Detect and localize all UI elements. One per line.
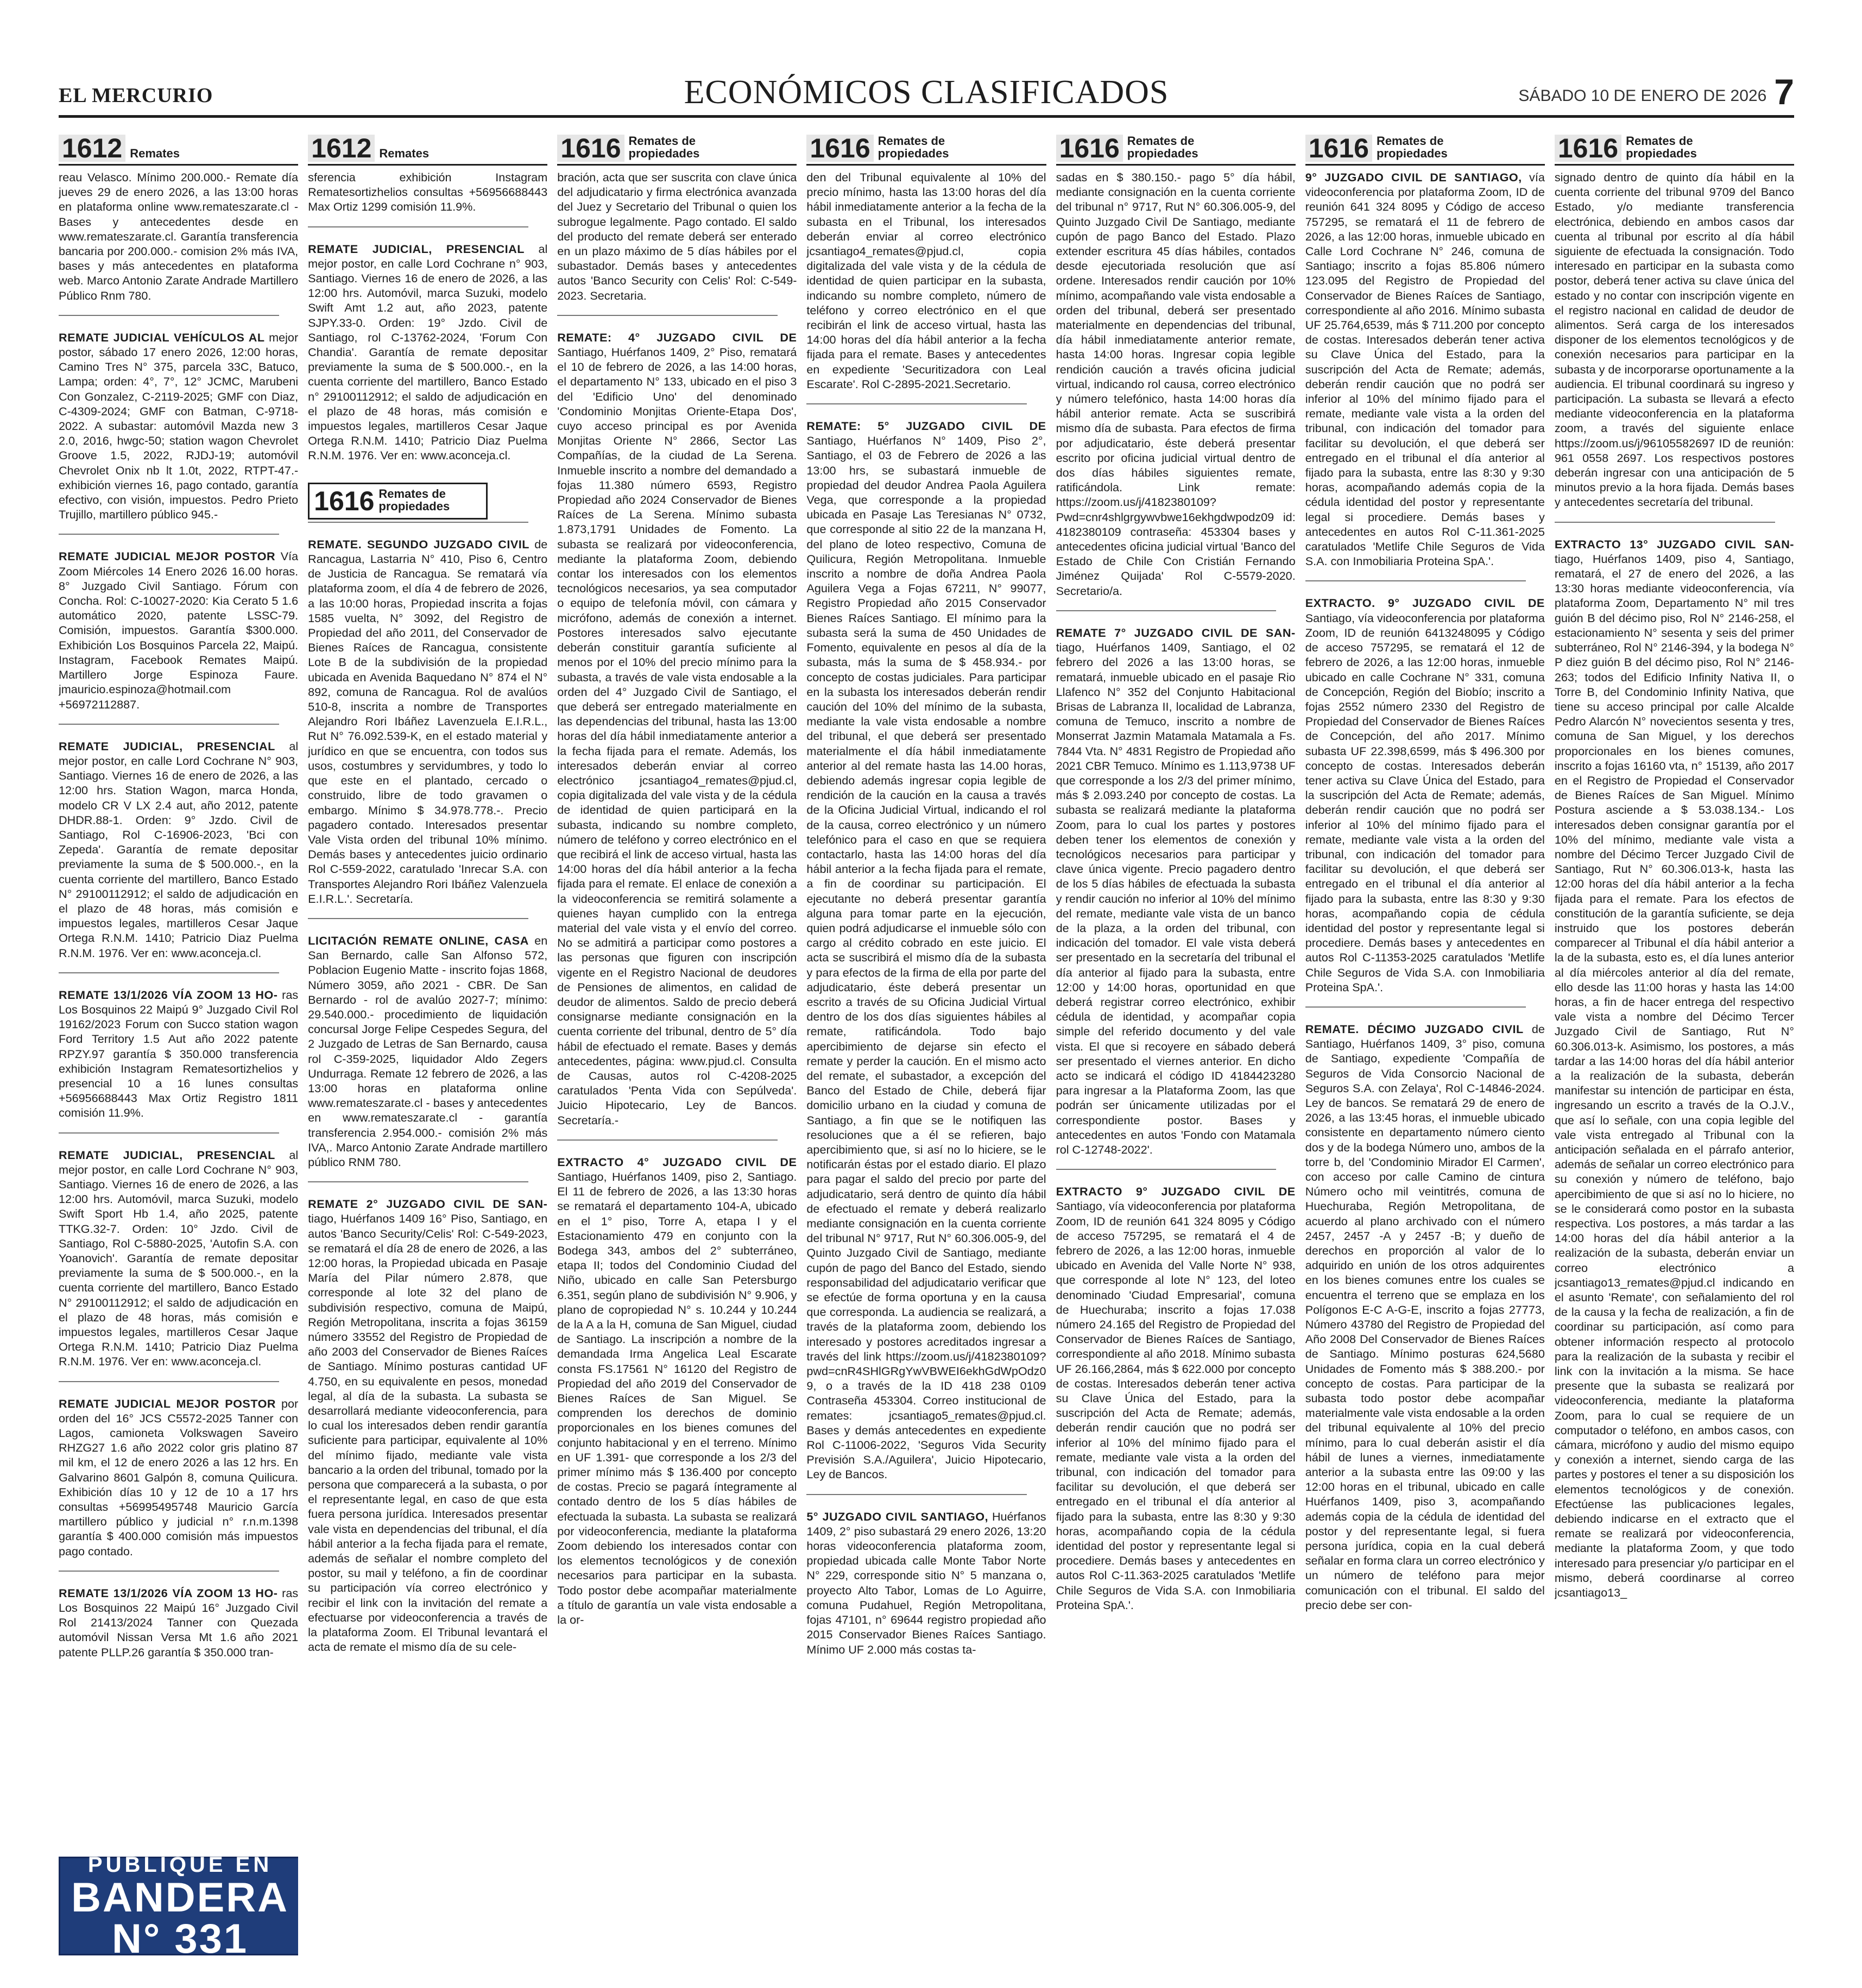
classified-notice bbox=[557, 170, 797, 303]
notice-divider bbox=[557, 1139, 778, 1141]
notice-lead: REMATE 13/1/2026 VÍA ZOOM 13 HO- bbox=[59, 987, 278, 1002]
notice-body: Santiago, Huérfanos N° 1409, Piso 2°, Santiago, el 03 de Febrero de 2026 a las 13:00 hrs, se subastará inmueble de propiedad del deudor Andrea Paola Aguilera Vega, que corresponde a la propiedad ubicada en Pasaje Las Teresianas N° 0732, que corresponde al sitio 22 de la manzana H, del plano de loteo respectivo, Comuna de Quilicura, Región Metropolitana. Inmueble inscrito a nombre de doña Andrea Paola Aguilera Vega a Fojas 67211, N° 99077, Registro Propiedad año 2015 Conservador Bienes Raíces Santiago. El mínimo para la subasta será la suma de 450 Unidades de Fomento, equivalente en pesos al día de la subasta, más la suma de $ 458.934.- por concepto de costas judiciales. Para participar en la subasta los interesados deberán rendir caución del 10% del mínimo de la subasta, mediante la vale vista endosable a nombre del tribunal, el que deberá ser presentado materialmente el día hábil inmediatamente anterior al del remate hasta las 14.00 horas, debiendo además ingresar copia legible de rendición de la caución en la causa a través de la Oficina Judicial Virtual, indicando el rol de la causa, correo electrónico y un número telefónico para el caso en que se requiera contactarlo, hasta las 14:00 horas del día hábil anterior a la fecha fijada para el remate, a fin de coordinar su participación. El ejecutante no deberá presentar garantía alguna para tomar parte en la ejecución, quien podrá adjudicarse el inmueble sólo con cargo al crédito cobrado en este juicio. El acta se suscribirá el mismo día de la subasta y para efectos de la firma de ella por parte del adjudicatario, éste deberá presentar un escrito a través de su Oficina Judicial Virtual dentro de los dos días siguientes hábiles al remate, ratificándola. Todo bajo apercibimiento de dejarse sin efecto el remate y perder la caución. En el mismo acto del remate, el subastador, a excepción del Banco del Estado de Chile, deberá fijar domicilio urbano en la ciudad y comuna de Santiago, a fin que se le notifiquen las resoluciones que a él se refieren, bajo apercibimiento que, si así no lo hiciere, se le notificarán éstas por el estado diario. El plazo para pagar el saldo del precio por parte del adjudicatario, será dentro de quinto día hábil de efectuado el remate y deberá realizarlo mediante consignación en la cuenta corriente del tribunal N° 9717, Rut N° 60.306.005-9, del Quinto Juzgado Civil de Santiago, mediante cupón de pago del Banco del Estado, siendo responsabilidad del adjudicatario verificar que se efectúe de forma oportuna y en la causa que corresponda. La audiencia se realizará, a través de la plataforma zoom, debiendo los interesado y postores acreditados ingresar a través del link https://zoom.us/j/4182380109?pwd=cnR4SHlGRgYwVBWEI6ekhGdWpOdz09, o a través de la ID 418 238 0109 Contraseña 453304. Correo institucional de remates: jcsantiago5_remates@pjud.cl. Bases y demás antecedentes en expediente Rol C-11006-2022, 'Seguros Vida Security Previsión S.A./Aguilera', Juicio Hipotecario, Ley de Bancos. bbox=[806, 434, 1046, 1481]
column-header bbox=[1555, 126, 1794, 166]
notice-lead: EXTRACTO 4° JUZGADO CIVIL DE bbox=[557, 1155, 797, 1169]
notice-body: de Santiago, Huérfanos 1409, 3° piso, comuna de Santiago, expediente 'Compañía de Seguros de Vida Consorcio Nacional de Seguros S.A. con Zelaya', Rol C-14846-2024. Ley de bancos. Se rematará 29 de enero de 2026, a las 13:45 horas, el inmueble ubicado consistente en departamento número ciento dos y de la bodega Número uno, ambos de la torre b, del 'Condominio Mirador El Carmen', con acceso por calle Camino de cintura Número ocho mil veintitrés, comuna de Huechuraba, Región Metropolitana, de acuerdo al plano archivado con el número 2457, 2457 -A y 2457 -B; y dueño de derechos en proporción al valor de lo adquirido en unión de los otros adquirentes en los bienes comunes entre los cuales se encuentra el terreno que se emplaza en los Polígonos E-C A-G-E, inscrito a fojas 27773, Número 43780 del Registro de Propiedad del Año 2008 Del Conservador de Bienes Raíces de Santiago. Mínimo posturas 624,5680 Unidades de Fomento más $ 388.200.- por concepto de costas. Para participar de la subasta todo postor debe acompañar materialmente vale vista endosable a la orden del tribunal equivalente al 10% del precio mínimo, para lo cual deberán asistir el día hábil de lunes a viernes, inmediatamente anterior a la subasta entre las 09:00 y las 12:00 horas en el tribunal, ubicado en calle Huérfanos 1409, piso 3, acompañando además copia de la cédula de identidad del postor y del representante legal, si fuera persona jurídica, copia en la cual deberá señalar en forma clara un correo electrónico y un número de teléfono para mejor comunicación con el tribunal. El saldo del precio debe ser con- bbox=[1305, 1022, 1545, 1612]
notice-body: Vía Zoom Miércoles 14 Enero 2026 16.00 horas. 8° Juzgado Civil Santiago. Fórum con Concha. Rol: C-10027-2020: Kia Cerato 5 1.6 automático 2020, patente LSSC-79. Comisión, impuestos. Garantía $300.000. Exhibición Los Bosquinos Parcela 22, Maipú. Instagram, Facebook Remates Maipú. Martillero Jorge Espinoza Faure. jmauricio.espinoza@hotmail.com +56972112887. bbox=[59, 549, 299, 711]
section-category: Remates bbox=[379, 146, 430, 160]
notice-body: reau Velasco. Mínimo 200.000.- Remate día jueves 29 de enero 2026, a las 13:00 horas en plataforma online www.remateszarate.cl - Bases y antecedentes desde en www.remateszarate.cl. Garantía transferencia bancaria por 200.000.- comision 2% más IVA, bases y más antecedentes en plataforma web. Marco Antonio Zarate Andrade Martillero Público Rnm 780. bbox=[59, 170, 299, 302]
notice-body: bración, acta que ser suscrita con clave única del adjudicatario y firma electrónica avanzada del Juez y Secretario del Tribunal o quien los subrogue legalmente. Pago contado. El saldo del producto del remate deberá ser enterado en un plazo máximo de 5 días hábiles por el subastador. Demás bases y antecedentes autos 'Banco Security con Celis' Rol: C-549-2023. Secretaria. bbox=[557, 170, 797, 302]
classified-notice bbox=[59, 330, 298, 522]
classified-notice bbox=[806, 419, 1046, 1482]
section-category: Remates de propiedades bbox=[1626, 134, 1697, 160]
column-header bbox=[806, 126, 1046, 166]
notice-divider bbox=[1555, 522, 1775, 523]
notice-divider bbox=[59, 1132, 279, 1134]
publish-ad-banner bbox=[59, 1852, 298, 1962]
ad-line-1: PUBLIQUE EN bbox=[87, 1852, 273, 1877]
notice-body: sferencia exhibición Instagram Rematesortizhelios consultas +56956688443 Max Ortiz 1299 comisión 11.9%. bbox=[308, 170, 548, 214]
notice-body: den del Tribunal equivalente al 10% del precio mínimo, hasta las 13:00 horas del día hábil inmediatamente anterior a la fecha de la subasta en el Tribunal, los interesados deberán enviar al correo electrónico jcsantiago4_remates@pjud.cl, copia digitalizada del vale vista y de la cédula de identidad de quien participar en la subasta, indicando su nombre completo, número de teléfono y correo electrónico en el que recibirán el link de acceso virtual, hasta las 14:00 horas del día hábil anterior a la fecha fijada para el remate. Bases y antecedentes en expediente 'Securitizadora con Leal Escarate'. Rol C-2895-2021.Secretario. bbox=[806, 170, 1046, 391]
classified-notice bbox=[1555, 170, 1794, 510]
notice-divider bbox=[1305, 1006, 1526, 1008]
notice-body: tiago, Huérfanos 1409, Santiago, el 02 febrero del 2026 a las 13:00 horas, se rematará, inmueble ubicado en el pasaje Rio Llafenco N° 352 del Conjunto Habitacional Brisas de Labranza II, localidad de Labranza, comuna de Temuco, inscrito a nombre de Monserrat Jazmin Matamala Matamala a Fs. 7844 Vta. N° 4831 Registro de Propiedad año 2021 CBR Temuco. Mínimo es 1.113,9738 UF que corresponde a los 2/3 del primer mínimo, más $ 2.093.240 por concepto de costas. La subasta se realizará mediante la plataforma Zoom, para lo cual los partes y postores deben tener los elementos de conexión y tecnológicos necesarios para participar y clave única vigente. Precio pagadero dentro de los 5 días hábiles de efectuada la subasta y rendir caución no inferior al 10% del mínimo del remate, mediante vale vista de un banco de la plaza, a la orden del tribunal, con indicación del tomador. El vale vista deberá ser presentado en la secretaría del tribunal el día anterior al fijado para la subasta, entre 12:00 y 14:00 horas, oportunidad en que deberá registrar correo electrónico, exhibir cédula de identidad, y acompañar copia simple del referido documento y del vale vista. El que si recoyere en sábado deberá ser presentado el viernes anterior. En dicho acto se indicará el código ID 4184423280 para ingresar a la Plataforma Zoom, las que podrán ser únicamente utilizadas por el correspondiente postor. Bases y antecedentes en autos 'Fondo con Matamala rol C-12748-2022'. bbox=[1056, 641, 1296, 1156]
notice-body: tiago, Huérfanos 1409, piso 4, Santiago, rematará, el 27 de enero del 2026, a las 13:30 horas mediante videoconferencia, vía plataforma Zoom, Departamento N° mil tres guión B del décimo piso, Rol N° 2146-258, el estacionamiento N° sesenta y seis del primer subterráneo, Rol N° 2146-394, y la bodega N° P diez guión B del décimo piso, Rol N° 2146-263; todos del Edificio Infinity Nativa II, o Torre B, del Condominio Infinity Nativa, que tiene su acceso principal por calle Alcalde Pedro Alarcón N° novecientos sesenta y tres, comuna de San Miguel, y los derechos proporcionales en los bienes comunes, inscrito a fojas 16160 vta, n° 15139, año 2017 en el Registro de Propiedad el Conservador de Bienes Raíces de San Miguel. Mínimo Postura asciende a $ 53.038.134.- Los interesados deben consignar garantía por el 10% del mínimo, mediante vale vista a nombre del Décimo Tercer Juzgado Civil de Santiago, Rut N° 60.306.013-k, hasta las 12:00 horas del día hábil anterior a la fecha fijada para el remate. Para los efectos de constitución de la garantía suficiente, se deja instruido que los postores deberán comparecer al Tribunal el día hábil anterior a la de la subasta, esto es, el día lunes anterior al día miércoles anterior al día del remate, ello desde las 11:00 horas y hasta las 14:00 horas, a fin de hacer entrega del respectivo vale vista a nombre del Décimo Tercer Juzgado Civil de Santiago, Rut N° 60.306.013-k. Asimismo, los postores, a más tardar a las 14:00 horas del día hábil anterior a la realización de la subasta, deberán manifestar su intención de participar en ésta, ingresando un escrito a través de la O.J.V., que así lo señale, con una copia legible del vale vista entregado al Tribunal con la anticipación señalada en el párrafo anterior, además de señalar un correo electrónico para su conexión y número de teléfono, bajo apercibimiento de que si así no lo hiciere, no se le considerará como postor en la subasta respectiva. Los postores, a más tardar a las 14:00 horas del día hábil anterior a la realización de la subasta, deberán enviar un correo electrónico a jcsantiago13_remates@pjud.cl indicando en el asunto 'Remate', con señalamiento del rol de la causa y la fecha de realización, a fin de coordinar su participación, así como para obtener información respecto al protocolo para la realización de la subasta y recibir el link con la invitación a la misma. Se hace presente que la subasta se realizará por videoconferencia, mediante la plataforma Zoom, para lo cual se requiere de un computador o teléfono, en ambos casos, con cámara, micrófono y audio del mismo equipo y conexión a internet, siendo carga de las partes y postores el tener a su disposición los elementos tecnológicos y de conexión. Efectúense las publicaciones legales, debiendo indicarse en el extracto que el remate se realizará por videoconferencia, mediante la plataforma Zoom, y que todo interesado para presenciar y/o participar en el mismo, deberá coordinarse al correo jcsantiago13_ bbox=[1554, 552, 1794, 1600]
section-code: 1616 bbox=[806, 135, 873, 162]
section-code: 1616 bbox=[314, 485, 375, 516]
section-code: 1616 bbox=[1555, 135, 1621, 162]
notice-divider bbox=[59, 972, 279, 973]
notice-body: sadas en $ 380.150.- pago 5° día hábil, mediante consignación en la cuenta corriente del tribunal n° 9717, Rut N° 60.306.005-9, del Quinto Juzgado Civil De Santiago, mediante cupón de pago Banco del Estado. Plazo extender escritura 45 días hábiles, contados desde ejecutoriada resolución que así ordene. Interesados rendir caución por 10% mínimo, acompañando vale vista endosable a orden del tribunal, deberá ser presentado materialmente en dependencias del tribunal, día hábil inmediatamente anterior remate, hasta 14:00 horas. Ingresar copia legible rendición caución a través oficina judicial virtual, indicando rol causa, correo electrónico y número telefónico, hasta 14:00 horas día hábil anterior remate. Acta se suscribirá mismo día de subasta. Para efectos de firma por adjudicatario, éste deberá presentar escrito por oficina judicial virtual dentro de dos días hábiles siguientes remate, ratificándola. Link remate: https://zoom.us/j/4182380109?Pwd=cnr4shlgrgywvbwe16ekhgdwpodz09 id: 4182380109 contraseña: 453304 bases y antecedentes oficina judicial virtual 'Banco del Estado de Chile Con Cristián Fernando Jiménez Quijada' Rol C-5579-2020. Secretario/a. bbox=[1056, 170, 1296, 598]
issue-date: SÁBADO 10 DE ENERO DE 2026 bbox=[1518, 87, 1767, 105]
classified-notice bbox=[59, 1396, 298, 1559]
notice-lead: REMATE JUDICIAL, PRESENCIAL bbox=[59, 739, 275, 753]
ad-line-2: BANDERA N° 331 bbox=[71, 1874, 289, 1962]
date-and-page bbox=[1518, 74, 1794, 110]
section-title: ECONÓMICOS CLASIFICADOS bbox=[684, 74, 1169, 111]
classified-notice bbox=[308, 1196, 547, 1654]
notice-lead: REMATE JUDICIAL MEJOR POSTOR bbox=[59, 1396, 276, 1410]
notice-divider bbox=[308, 522, 528, 523]
notice-lead: REMATE JUDICIAL, PRESENCIAL bbox=[308, 242, 525, 256]
notice-divider bbox=[59, 1571, 279, 1572]
notice-body: Santiago, vía videoconferencia por plataforma Zoom, ID de reunión 6413248095 y Código de acceso 757295, se rematará el 12 de febrero de 2026, a las 12:00 horas, inmueble ubicado en calle Cochrane N° 331, comuna de Concepción, Región del Biobío; inscrito a fojas 2552 número 2330 del Registro de Propiedad del Conservador de Bienes Raíces de Concepción, del año 2017. Mínimo subasta UF 22.398,6599, más $ 496.300 por concepto de costas. Interesados deberán tener activa su Clave Única del Estado, para la suscripción del Acta de Remate; además, deberán rendir caución que no podrá ser inferior al 10% del mínimo fijado para el remate, mediante vale vista a la orden del tribunal, con indicación del tomador para facilitar su devolución, el que deberá ser entregado en el tribunal el día anterior al fijado para la subasta, entre las 8:30 y 9:30 horas, acompañando copia de cédula identidad del postor y representante legal si procediere. Demás bases y antecedentes en autos Rol C-11353-2025 caratulados 'Metlife Chile Seguros de Vida S.A. con Inmobiliaria Proteina SpA.'. bbox=[1305, 611, 1545, 994]
classified-notice bbox=[1305, 1022, 1545, 1612]
notice-body: ras Los Bosquinos 22 Maipú 9° Juzgado Civil Rol 19162/2023 Forum con Succo station wagon Ford Territory 1.5 Aut año 2022 patente RPZY.97 garantía $ 350.000 transferencia exhibición Instagram Rematesortizhelios y presencial 10 a 16 lunes consultas +56956688443 Max Ortiz Registro 1811 comisión 11.9%. bbox=[59, 987, 299, 1120]
notice-body: signado dentro de quinto día hábil en la cuenta corriente del tribunal 9709 del Banco Estado, y/o mediante transferencia electrónica, debiendo en ambos casos dar cuenta al tribunal por escrito al día hábil siguiente de efectuada la consignación. Todo interesado en participar en la subasta como postor, deberá tener activa su clave única del estado y no contar con inscripción vigente en el registro nacional en calidad de deudor de alimentos. Será carga de los interesados disponer de los elementos tecnológicos y de conexión necesarios para participar en la subasta y de incorporarse oportunamente a la audiencia. El tribunal coordinará su ingreso y participación. La subasta se llevará a efecto mediante videoconferencia en la plataforma zoom, a través del siguiente enlace https://zoom.us/j/96105582697 ID de reunión: 961 0558 2697. Los respectivos postores deberán ingresar con una anticipación de 5 minutos previo a la hora fijada. Demás bases y antecedentes secretaría del tribunal. bbox=[1554, 170, 1794, 509]
notice-lead: REMATE 7° JUZGADO CIVIL DE SAN- bbox=[1056, 625, 1296, 640]
section-code: 1616 bbox=[1056, 135, 1123, 162]
notice-lead: REMATE JUDICIAL, PRESENCIAL bbox=[59, 1148, 275, 1162]
classified-notice bbox=[806, 1509, 1046, 1657]
notice-lead: REMATE: 4° JUZGADO CIVIL DE bbox=[557, 330, 797, 344]
column-header bbox=[557, 126, 797, 166]
classified-notice bbox=[1305, 170, 1545, 568]
notice-lead: 9° JUZGADO CIVIL DE SANTIAGO, bbox=[1305, 170, 1522, 184]
notice-divider bbox=[308, 918, 528, 919]
notice-divider bbox=[806, 1494, 1027, 1495]
notice-body: Santiago, Huérfanos 1409, piso 2, Santiago. El 11 de febrero de 2026, a las 13:30 horas se rematará el departamento 104-A, ubicado en el 1° piso, Torre A, etapa I y el Estacionamiento 479 en conjunto con la Bodega 343, ambos del 2° subterráneo, etapa II; todos del Condominio Ciudad del Niño, ubicado en calle San Petersburgo 6.351, según plano de subdivisión N° 9.906, y plano de copropiedad N° s. 10.244 y 10.244 de la A a la H, comuna de San Miguel, ciudad de Santiago. La inscripción a nombre de la demandada Irma Angelica Leal Escarate consta FS.17561 N° 16120 del Registro de Propiedad del año 2019 del Conservador de Bienes Raíces de San Miguel. Se comprenden los derechos de dominio proporcionales en los bienes comunes del conjunto habitacional y en el terreno. Mínimo en UF 1.391- que corresponde a los 2/3 del primer mínimo más $ 136.400 por concepto de costas. Precio se pagará íntegramente al contado dentro de los 5 días hábiles de efectuada la subasta. La subasta se realizará por videoconferencia, mediante la plataforma Zoom debiendo los interesados contar con los elementos tecnológicos y de conexión necesarios para participar en la subasta. Todo postor debe acompañar materialmente a título de garantía un vale vista endosable a la or- bbox=[557, 1170, 797, 1627]
classified-notice bbox=[557, 330, 797, 1128]
section-category: Remates bbox=[130, 146, 180, 160]
notice-divider bbox=[557, 315, 778, 316]
column-header bbox=[1056, 126, 1296, 166]
paper-name: EL MERCURIO bbox=[59, 84, 213, 107]
notice-divider bbox=[59, 1381, 279, 1382]
section-category: Remates de propiedades bbox=[1127, 134, 1198, 160]
classified-notice bbox=[308, 933, 547, 1169]
section-code: 1616 bbox=[557, 135, 624, 162]
page-number: 7 bbox=[1774, 72, 1794, 112]
notice-lead: LICITACIÓN REMATE ONLINE, CASA bbox=[308, 933, 529, 947]
section-category: Remates de propiedades bbox=[1376, 134, 1448, 160]
notice-lead: REMATE JUDICIAL VEHÍCULOS AL bbox=[59, 330, 265, 344]
notice-body: en San Bernardo, calle San Alfonso 572, Poblacion Eugenio Matte - inscrito fojas 1868, Número 3059, año 2021 - CBR. De San Bernardo - rol de avalúo 2027-7; mínimo: 29.540.000.- procedimiento de liquidación concursal Jorge Felipe Cespedes Segura, del 2 Juzgado de Letras de San Bernardo, causa rol C-359-2025, liquidador Aldo Zegers Undurraga. Remate 12 febrero de 2026, a las 13:00 horas en plataforma online www.remateszarate.cl - bases y antecedentes en www.remateszarate.cl - garantía transferencia 2.954.000.- comisión 2% más IVA,. Marco Antonio Zarate Andrade martillero público RNM 780. bbox=[308, 933, 548, 1169]
classified-notice bbox=[59, 1586, 298, 1660]
section-category: Remates de propiedades bbox=[878, 134, 949, 160]
classified-notice bbox=[1305, 596, 1545, 994]
classified-notice bbox=[59, 987, 298, 1120]
classified-notice bbox=[557, 1155, 797, 1628]
classified-notice bbox=[1056, 625, 1296, 1157]
classified-notice bbox=[59, 739, 298, 960]
column-1 bbox=[59, 126, 298, 1977]
notice-lead: REMATE. DÉCIMO JUZGADO CIVIL bbox=[1305, 1022, 1524, 1036]
notice-lead: REMATE 2° JUZGADO CIVIL DE SAN- bbox=[308, 1197, 548, 1211]
notice-lead: REMATE 13/1/2026 VÍA ZOOM 13 HO- bbox=[59, 1586, 278, 1600]
notice-body: al mejor postor, en calle Lord Cochrane N° 903, Santiago. Viernes 16 de enero de 2026, a las 12:00 hrs. Station Wagon, marca Honda, modelo CR V LX 2.4 aut, año 2012, patente DHDR.88-1. Orden: 9° Jzdo. Civil de Santiago, Rol C-16906-2023, 'Bci con Zepeda'. Garantía de remate depositar previamente la suma de $ 500.000.-, en la cuenta corriente del martillero, Banco Estado N° 29100112912; el saldo de adjudicación en el plazo de 48 horas, más comisión e impuestos legales, martilleros Cesar Jaque Ortega R.N.M. 1410; Patricio Diaz Puelma R.N.M. 1976. Ver en: www.aconceja.cl. bbox=[59, 739, 299, 960]
notice-lead: EXTRACTO 13° JUZGADO CIVIL SAN- bbox=[1554, 537, 1794, 551]
notice-body: Huérfanos 1409, 2° piso subastará 29 enero 2026, 13:20 horas videoconferencia plataforma zoom, propiedad ubicada calle Monte Tabor Norte N° 229, corresponde sitio N° 5 manzana o, proyecto Alto Tabor, Lomas de Lo Aguirre, comuna Pudahuel, Región Metropolitana, fojas 47101, n° 69644 registro propiedad año 2015 Conservador Bienes Raíces Santiago. Mínimo UF 2.000 más costas ta- bbox=[806, 1509, 1046, 1656]
notice-divider bbox=[1056, 1169, 1277, 1170]
notice-body: al mejor postor, en calle Lord Cochrane n° 903, Santiago. Viernes 16 de enero de 2026, a las 12:00 hrs. Automóvil, marca Suzuki, modelo Swift Amt 1.2 aut, año 2023, patente SJPY.33-0. Orden: 19° Jzdo. Civil de Santiago, rol C-13762-2024, 'Forum Con Chandia'. Garantía de remate depositar previamente la suma de $ 500.000.-, en la cuenta corriente del martillero, Banco Estado n° 29100112912; el saldo de adjudicación en el plazo de 48 horas, más comisión e impuestos legales, martilleros Cesar Jaque Ortega R.N.M. 1410; Patricio Diaz Puelma R.N.M. 1976. Ver en: www.aconceja.cl. bbox=[308, 242, 548, 463]
classified-notice bbox=[806, 170, 1046, 391]
classified-notice bbox=[1056, 1184, 1296, 1612]
classified-notice bbox=[59, 170, 298, 303]
classified-notice bbox=[1056, 170, 1296, 598]
notice-divider bbox=[308, 1181, 528, 1182]
section-category: Remates de propiedades bbox=[628, 134, 700, 160]
classified-notice bbox=[59, 1148, 298, 1369]
column-header bbox=[308, 126, 547, 166]
notice-divider bbox=[59, 315, 279, 316]
notice-body: Santiago, vía videoconferencia por plataforma Zoom, ID de reunión 641 324 8095 y Código de acceso 757295, se rematará el 4 de febrero de 2026, a las 12:00 horas, inmueble ubicado en Avenida del Valle Norte N° 938, que corresponde al lote N° 123, del loteo denominado 'Ciudad Empresarial', comuna de Huechuraba; inscrito a fojas 17.038 número 24.165 del Registro de Propiedad del Conservador de Bienes Raíces de Santiago, correspondiente al año 2018. Mínimo subasta UF 26.166,2864, más $ 622.000 por concepto de costas. Interesados deberán tener activa su Clave Única del Estado, para la suscripción del Acta de Remate; además, deberán rendir caución que no podrá ser inferior al 10% del mínimo fijado para el remate, mediante vale vista a la orden del tribunal, con indicación del tomador para facilitar su devolución, el que deberá ser entregado en el tribunal el día anterior al fijado para la subasta, entre las 8:30 y 9:30 horas, acompañando copia de la cédula identidad del postor y representante legal si procediere. Demás bases y antecedentes en autos Rol C-11.363-2025 caratulados 'Metlife Chile Seguros de Vida S.A. con Inmobiliaria Proteina SpA.'. bbox=[1056, 1199, 1296, 1612]
classified-columns bbox=[59, 126, 1794, 1977]
notice-divider bbox=[59, 724, 279, 725]
notice-body: mejor postor, sábado 17 enero 2026, 12:00 horas, Camino Tres N° 375, parcela 33C, Batuco, Lampa; orden: 4°, 7°, 12° JCMC, Marubeni Con Gonzalez, C-2119-2025; GMF con Diaz, C-4309-2024; GMF con Batman, C-9718-2022. A subastar: automóvil Mazda new 3 2.0, 2016, hwgc-50; station wagon Chevrolet Groove 1.5, 2022, RJDJ-19; automóvil Chevrolet Onix nb lt 1.0t, 2022, RTPT-47.- exhibición viernes 16, pago contado, garantía efectivo, con visión, impuestos. Pedro Prieto Trujillo, martillero público 945.- bbox=[59, 330, 299, 522]
column-5 bbox=[1056, 126, 1296, 1977]
column-3 bbox=[557, 126, 797, 1977]
column-2 bbox=[308, 126, 547, 1977]
notice-body: por orden del 16° JCS C5572-2025 Tanner con Lagos, camioneta Volkswagen Saveiro RHZG27 1.6 año 2022 color gris platino 87 mil km, el 12 de enero 2026 a las 12 hrs. En Galvarino 8601 Galpón 8, comuna Quilicura. Exhibición días 10 y 12 de 10 a 17 hrs consultas +56995495748 Mauricio García martillero público y judicial n° r.n.m.1398 garantía $ 400.000 comisión más impuestos pago contado. bbox=[59, 1396, 299, 1558]
notice-lead: REMATE. SEGUNDO JUZGADO CIVIL bbox=[308, 537, 529, 551]
notice-lead: REMATE JUDICIAL MEJOR POSTOR bbox=[59, 549, 276, 564]
notice-divider bbox=[806, 403, 1027, 404]
notice-lead: REMATE: 5° JUZGADO CIVIL DE bbox=[806, 419, 1046, 433]
notice-lead: EXTRACTO 9° JUZGADO CIVIL DE bbox=[1056, 1185, 1296, 1199]
classified-notice bbox=[1555, 537, 1794, 1600]
column-7 bbox=[1555, 126, 1794, 1977]
masthead bbox=[59, 71, 1794, 118]
notice-body: de Rancagua, Lastarria N° 410, Piso 6, Centro de Justicia de Rancagua. Se rematará vía plataforma zoom, el día 4 de febrero de 2026, a las 10:00 horas, Propiedad inscrita a fojas 1585 vuelta, N° 3092, del Registro de Propiedad del año 2011, del Conservador de Bienes Raíces de Rancagua, consistente Lote B de la subdivisión de la propiedad ubicada en Avenida Baquedano N° 874 el N° 892, comuna de Rancagua. Rol de avalúos 510-8, inscrita a nombre de Transportes Alejandro Rori Ibáñez Lavenzuela E.I.R.L., Rut N° 76.092.539-K, en el estado material y jurídico en que se encuentra, con todos sus usos, costumbres y servidumbres, y todo lo que este en el plantado, cercado o construido, libre de todo gravamen o embargo. Mínimo $ 34.978.778.-. Precio pagadero contado. Interesados presentar Vale Vista orden del tribunal 10% mínimo. Demás bases y antecedentes juicio ordinario Rol C-559-2022, caratulado 'Inrecar S.A. con Transportes Alejandro Rori Ibáñez Valenzuela E.I.R.L.'. Secretaría. bbox=[308, 537, 548, 906]
column-header bbox=[1305, 126, 1545, 166]
classified-notice bbox=[308, 170, 547, 214]
notice-body: al mejor postor, en calle Lord Cochrane N° 903, Santiago. Viernes 16 de enero de 2026, a las 12:00 hrs. Automóvil, marca Suzuki, modelo Swift Sport Hb 1.4, año 2025, patente TTKG.32-7. Orden: 10° Jzdo. Civil de Santiago, Rol C-5880-2025, 'Autofin S.A. con Yoanovich'. Garantía de remate depositar previamente la suma de $ 500.000.-, en la cuenta corriente del martillero, Banco Estado N° 29100112912; el saldo de adjudicación en el plazo de 48 horas, más comisión e impuestos legales, martilleros Cesar Jaque Ortega R.N.M. 1410; Patricio Diaz Puelma R.N.M. 1976. Ver en: www.aconceja.cl. bbox=[59, 1148, 299, 1369]
notice-lead: 5° JUZGADO CIVIL SANTIAGO, bbox=[806, 1509, 989, 1523]
classified-notice bbox=[308, 537, 547, 906]
notice-body: tiago, Huérfanos 1409 16° Piso, Santiago, en autos 'Banco Security/Celis' Rol: C-549-2023, se rematará el día 28 de enero de 2026, a las 12:00 horas, la Propiedad ubicada en Pasaje María del Pilar número 2.878, que corresponde al lote 32 del plano de subdivisión respectivo, comuna de Maipú, Región Metropolitana, inscrita a fojas 36159 número 33552 del Registro de Propiedad de año 2003 del Conservador de Bienes Raíces de Santiago. Mínimo posturas cantidad UF 4.750, en su equivalente en pesos, monedad legal, al día de la subasta. La subasta se desarrollará mediante videoconferencia, para lo cual los interesados deben rendir garantía suficiente para participar, equivalente al 10% del mínimo fijado, mediante vale vista bancario a la orden del tribunal, tomado por la persona que comparecerá a la subasta, o por el representante legal, en caso de que esta fuera persona jurídica. Interesados presentar vale vista en dependencias del tribunal, el día hábil anterior a la fecha fijada para el remate, además de señalar el nombre completo del postor, su mail y teléfono, a fin de coordinar su participación vía correo electrónico y recibir el link con la invitación del remate a efectuarse por videoconferencia a través de la plataforma Zoom. El Tribunal levantará el acta de remate el mismo día de su cele- bbox=[308, 1212, 548, 1654]
notice-divider bbox=[308, 226, 528, 227]
section-code: 1612 bbox=[308, 135, 375, 162]
classified-notice bbox=[308, 242, 547, 463]
section-code: 1616 bbox=[1305, 135, 1372, 162]
section-code: 1612 bbox=[59, 135, 125, 162]
notice-body: ras Los Bosquinos 22 Maipú 16° Juzgado Civil Rol 21413/2024 Tanner con Quezada automóvil Nissan Versa Mt 1.6 año 2021 patente PLLP.26 garantía $ 350.000 tran- bbox=[59, 1586, 299, 1659]
inline-section-header bbox=[308, 483, 488, 520]
column-6 bbox=[1305, 126, 1545, 1977]
column-4 bbox=[806, 126, 1046, 1977]
section-category: Remates de propiedades bbox=[378, 486, 450, 513]
column-header bbox=[59, 126, 298, 166]
notice-divider bbox=[59, 534, 279, 535]
notice-body: vía videoconferencia por plataforma Zoom, ID de reunión 641 324 8095 y Código de acceso 757295, se rematará el 11 de febrero de 2026, a las 12:00 horas, inmueble ubicado en Calle Lord Cochrane N° 246, comuna de Santiago; inscrito a fojas 85.806 número 123.095 del Registro de Propiedad del Conservador de Bienes Raíces de Santiago, correspondiente al año 2016. Mínimo subasta UF 25.764,6539, más $ 711.200 por concepto de costas. Interesados deberán tener activa su Clave Única del Estado, para la suscripción del Acta de Remate; además, deberán rendir caución que no podrá ser inferior al 10% del mínimo fijado para el remate, mediante vale vista a la orden del tribunal, con indicación del tomador para facilitar su devolución, el que deberá ser entregado en el tribunal el día anterior al fijado para la subasta, entre las 8:30 y 9:30 horas, acompañando además copia de la cédula identidad del postor y representante legal si procediere. Demás bases y antecedentes en autos Rol C-11.361-2025 caratulados 'Metlife Chile Seguros de Vida S.A. con Inmobiliaria Proteina SpA.'. bbox=[1305, 170, 1545, 568]
notice-body: Santiago, Huérfanos 1409, 2° Piso, rematará el 10 de febrero de 2026, a las 14:00 horas, el departamento N° 133, ubicado en el piso 3 del 'Edificio Uno' del denominado 'Condominio Monjitas Oriente-Etapa Dos', cuyo acceso principal es por Avenida Monjitas Oriente N° 2866, Sector Las Compañías, de la ciudad de La Serena. Inmueble inscrito a nombre del demandado a fojas 11.380 número 6593, Registro Propiedad año 2024 Conservador de Bienes Raíces de La Serena. Mínimo subasta 1.873,1791 Unidades de Fomento. La subasta se realizará por videoconferencia, mediante la plataforma Zoom, debiendo contar los interesados con los elementos tecnológicos necesarios, ya sea computador o equipo de telefonía móvil, con cámara y micrófono, además de conexión a internet. Postores interesados salvo ejecutante deberán constituir garantía suficiente al menos por el 10% del precio mínimo para la subasta, a través de vale vista endosable a la orden del 4° Juzgado Civil de Santiago, el que deberá ser entregado materialmente en las dependencias del tribunal, hasta las 13:00 horas del día hábil inmediatamente anterior a la fecha fijada para el remate. Además, los interesados deberán enviar al correo electrónico jcsantiago4_remates@pjud.cl, copia digitalizada del vale vista y de la cédula de identidad de quien participará en la subasta, indicando su nombre completo, número de teléfono y correo electrónico en el que recibirá el link de acceso virtual, hasta las 14:00 horas del día hábil anterior a la fecha fijada para el remate. El enlace de conexión a la videoconferencia se remitirá solamente a quienes hayan cumplido con la entrega material del vale vista y el envío del correo. No se admitirá a participar como postores a las personas que figuren con inscripción vigente en el Registro Nacional de deudores de Pensiones de alimentos, en calidad de deudor de alimentos. Saldo de precio deberá consignarse mediante consignación en la cuenta corriente del tribunal, dentro de 5° día hábil de efectuado el remate. Bases y demás antecedentes, página: www.pjud.cl. Consulta de Causas, autos rol C-4208-2025 caratulados 'Penta Vida con Sepúlveda'. Juicio Hipotecario, Ley de Bancos. Secretaría.- bbox=[557, 345, 797, 1127]
notice-divider bbox=[1305, 580, 1526, 581]
notice-lead: EXTRACTO. 9° JUZGADO CIVIL DE bbox=[1305, 596, 1545, 610]
classified-notice bbox=[59, 549, 298, 711]
notice-divider bbox=[1056, 610, 1277, 611]
